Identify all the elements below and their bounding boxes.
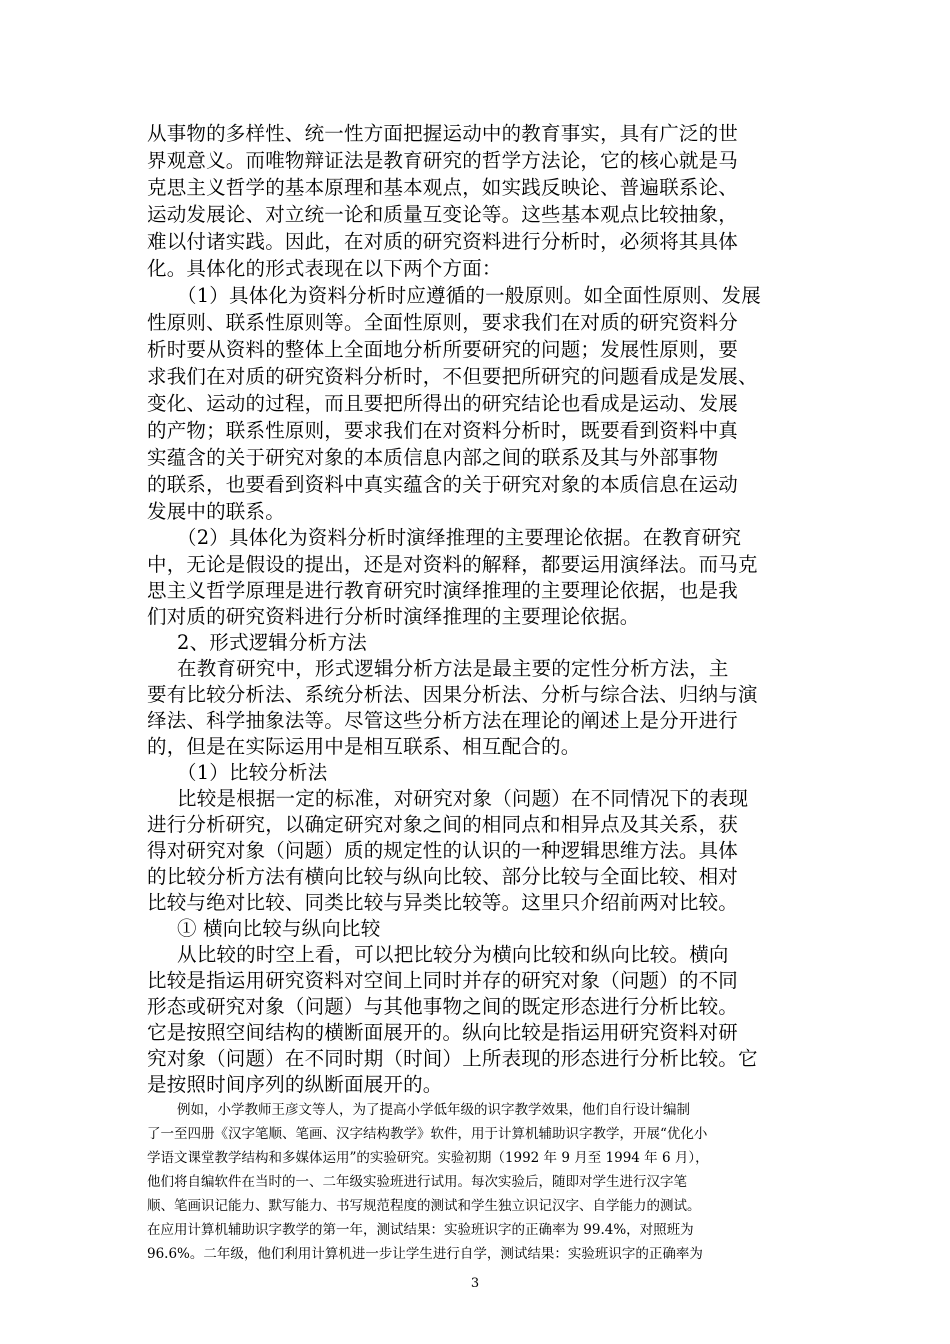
body-line: 中，无论是假设的提出，还是对资料的解释，都要运用演绎法。而马克: [147, 553, 758, 576]
body-line: 求我们在对质的研究资料分析时，不但要把所研究的问题看成是发展、: [147, 365, 758, 388]
subsection-heading: （1）比较分析法: [177, 761, 328, 784]
body-line: 运动发展论、对立统一论和质量互变论等。这些基本观点比较抽象，: [147, 203, 739, 226]
body-line: 得对研究对象（问题）质的规定性的认识的一种逻辑思维方法。具体: [147, 839, 739, 862]
body-line: 绎法、科学抽象法等。尽管这些分析方法在理论的阐述上是分开进行: [147, 709, 739, 732]
body-line: 进行分析研究，以确定研究对象之间的相同点和相异点及其关系，获: [147, 813, 739, 836]
body-line: 的比较分析方法有横向比较与纵向比较、部分比较与全面比较、相对: [147, 865, 739, 888]
example-line: 了一至四册《汉字笔顺、笔画、汉字结构教学》软件，用于计算机辅助识字教学，开展“优化小: [147, 1126, 708, 1142]
subsection-heading: ① 横向比较与纵向比较: [177, 917, 381, 940]
body-line: 形态或研究对象（问题）与其他事物之间的既定形态进行分析比较。: [147, 995, 739, 1018]
page-number: 3: [470, 1276, 480, 1291]
body-line: 从比较的时空上看，可以把比较分为横向比较和纵向比较。横向: [177, 943, 729, 966]
body-line: 发展中的联系。: [147, 500, 285, 523]
body-line: 实蕴含的关于研究对象的本质信息内部之间的联系及其与外部事物: [147, 446, 719, 469]
body-line: 比较与绝对比较、同类比较与异类比较等。这里只介绍前两对比较。: [147, 891, 739, 914]
body-line: 们对质的研究资料进行分析时演绎推理的主要理论依据。: [147, 605, 640, 628]
body-line: 比较是指运用研究资料对空间上同时并存的研究对象（问题）的不同: [147, 969, 739, 992]
example-line: 顺、笔画识记能力、默写能力、书写规范程度的测试和学生独立识记汉字、自学能力的测试。: [147, 1198, 701, 1214]
body-line: 究对象（问题）在不同时期（时间）上所表现的形态进行分析比较。它: [147, 1047, 758, 1070]
body-line: 要有比较分析法、系统分析法、因果分析法、分析与综合法、归纳与演: [147, 683, 758, 706]
body-line: 析时要从资料的整体上全面地分析所要研究的问题；发展性原则，要: [147, 338, 739, 361]
body-line: 变化、运动的过程，而且要把所得出的研究结论也看成是运动、发展: [147, 392, 739, 415]
body-line: 界观意义。而唯物辩证法是教育研究的哲学方法论，它的核心就是马: [147, 149, 739, 172]
body-line: 性原则、联系性原则等。全面性原则，要求我们在对质的研究资料分: [147, 311, 739, 334]
body-line: 的产物；联系性原则，要求我们在对资料分析时，既要看到资料中真: [147, 419, 739, 442]
body-line: 从事物的多样性、统一性方面把握运动中的教育事实，具有广泛的世: [147, 122, 739, 145]
body-line: 在教育研究中，形式逻辑分析方法是最主要的定性分析方法，主: [177, 657, 729, 680]
body-line: 它是按照空间结构的横断面展开的。纵向比较是指运用研究资料对研: [147, 1021, 739, 1044]
section-heading: 2、形式逻辑分析方法: [177, 631, 367, 654]
body-line: 的，但是在实际运用中是相互联系、相互配合的。: [147, 735, 581, 758]
body-line: 化。具体化的形式表现在以下两个方面：: [147, 257, 502, 280]
body-line: 难以付诸实践。因此，在对质的研究资料进行分析时，必须将其具体: [147, 230, 739, 253]
example-line: 96.6%。二年级，他们利用计算机进一步让学生进行自学，测试结果：实验班识字的正确率为: [147, 1246, 703, 1262]
example-line: 学语文课堂教学结构和多媒体运用”的实验研究。实验初期（1992 年 9 月至 1994 年 6 月），: [147, 1150, 709, 1166]
body-line: 比较是根据一定的标准，对研究对象（问题）在不同情况下的表现: [177, 787, 749, 810]
body-line: （1）具体化为资料分析时应遵循的一般原则。如全面性原则、发展: [177, 284, 761, 307]
body-line: 克思主义哲学的基本原理和基本观点，如实践反映论、普遍联系论、: [147, 176, 739, 199]
body-line: 的联系，也要看到资料中真实蕴含的关于研究对象的本质信息在运动: [147, 473, 739, 496]
example-line: 例如，小学教师王彦文等人，为了提高小学低年级的识字教学效果，他们自行设计编制: [177, 1102, 690, 1118]
example-line: 在应用计算机辅助识字教学的第一年，测试结果：实验班识字的正确率为 99.4%，对照班为: [147, 1222, 694, 1238]
body-line: 思主义哲学原理是进行教育研究时演绎推理的主要理论依据，也是我: [147, 579, 739, 602]
body-line: 是按照时间序列的纵断面展开的。: [147, 1073, 443, 1096]
body-line: （2）具体化为资料分析时演绎推理的主要理论依据。在教育研究: [177, 526, 742, 549]
example-line: 他们将自编软件在当时的一、二年级实验班进行试用。每次实验后，随即对学生进行汉字笔: [147, 1174, 687, 1190]
